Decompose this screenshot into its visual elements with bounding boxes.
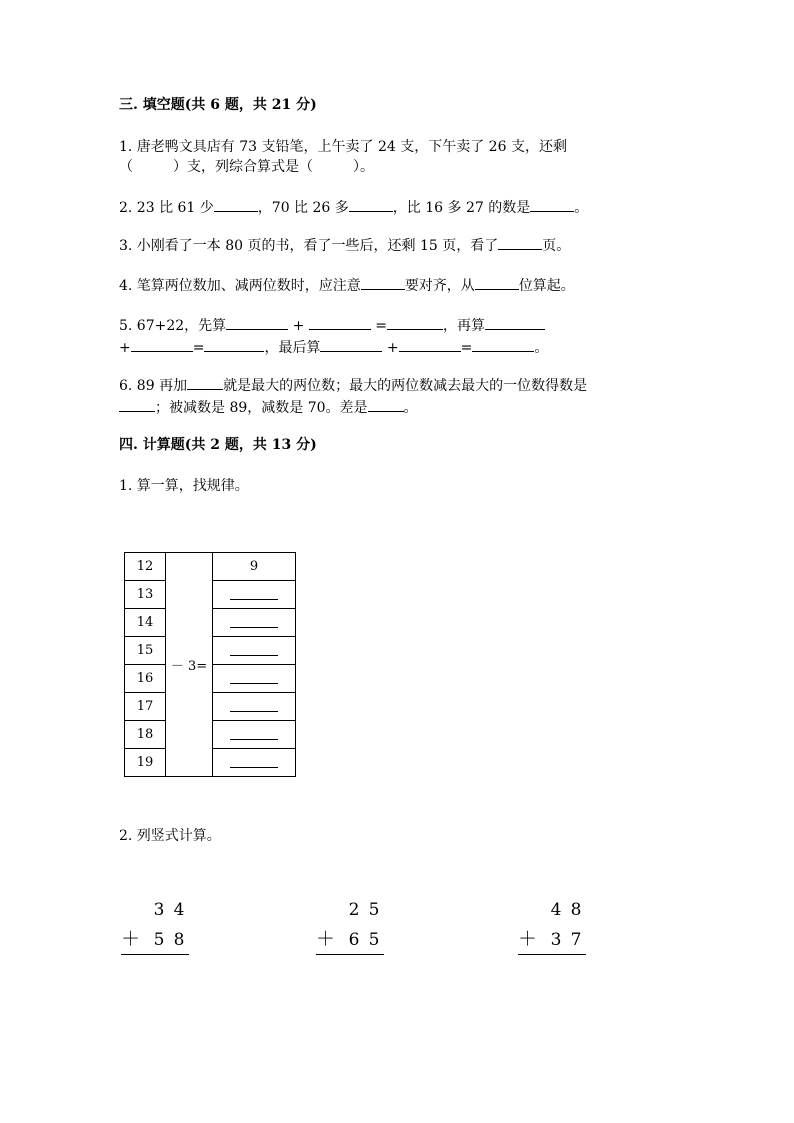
q4-blank-1[interactable] (361, 275, 405, 290)
q5-text-h: + (382, 340, 399, 356)
section4-title: 四. 计算题(共 2 题，共 13 分) (119, 437, 317, 453)
q5-blank-1[interactable] (226, 315, 288, 330)
plus-sign: ＋ (518, 928, 538, 950)
digit: 6 (348, 930, 360, 950)
answer-blank[interactable] (230, 585, 278, 600)
number-cell: 13 (125, 581, 166, 609)
q2-text-c: ，比 16 多 27 的数是 (392, 200, 531, 216)
number-cell: 18 (125, 721, 166, 749)
q5-blank-8[interactable] (399, 337, 461, 352)
q5-blank-9[interactable] (472, 337, 534, 352)
top-number (121, 896, 189, 925)
q5-text-b: + (288, 318, 309, 334)
q6-blank-2[interactable] (119, 397, 155, 412)
q6-line1 (119, 375, 587, 396)
digit: 5 (153, 930, 165, 950)
digit: 3 (550, 930, 562, 950)
q1-text-a: （ (119, 159, 133, 175)
result-cell[interactable] (213, 665, 296, 693)
q2-blank-1[interactable] (214, 197, 258, 212)
q3-line (119, 235, 570, 256)
digit: 3 (153, 900, 165, 920)
q2-line (119, 197, 588, 218)
plus-sign: ＋ (316, 928, 336, 950)
q4-line (119, 275, 575, 296)
q5-text-e: + (119, 340, 131, 356)
q2-blank-2[interactable] (349, 197, 393, 212)
result-cell-given: 9 (213, 553, 296, 581)
q5-text-i: = (460, 340, 473, 356)
digit: 4 (550, 900, 562, 920)
result-cell[interactable] (213, 721, 296, 749)
top-number (518, 896, 586, 925)
number-cell: 16 (125, 665, 166, 693)
result-cell[interactable] (213, 693, 296, 721)
result-cell[interactable] (213, 749, 296, 777)
vertical-problem-3 (518, 896, 586, 955)
vertical-problem-1 (121, 896, 189, 955)
q4-text-c: 位算起。 (518, 278, 575, 294)
answer-blank[interactable] (230, 613, 278, 628)
q5-blank-4[interactable] (485, 315, 545, 330)
s4-q1-label: 1. 算一算，找规律。 (119, 478, 249, 494)
bottom-number (121, 925, 189, 954)
q5-text-a: 5. 67+22，先算 (119, 318, 227, 334)
q3-text-b: 页。 (542, 238, 571, 254)
bottom-number (518, 925, 586, 954)
bottom-number (316, 925, 384, 954)
digit: 5 (368, 900, 380, 920)
q5-text-j: 。 (534, 340, 549, 356)
table-row (125, 553, 296, 581)
q2-text-a: 2. 23 比 61 少 (119, 200, 214, 216)
q6-text-d: 。 (403, 400, 418, 416)
q6-text-a: 6. 89 再加 (119, 378, 188, 394)
q5-blank-5[interactable] (131, 337, 193, 352)
q1-line1: 1. 唐老鸭文具店有 73 支铅笔，上午卖了 24 支，下午卖了 26 支，还剩 (119, 139, 567, 155)
q5-line2 (119, 337, 548, 358)
q6-text-c: ；被减数是 89，减数是 70。差是 (155, 400, 368, 416)
digit: 5 (368, 930, 380, 950)
q5-line1 (119, 315, 545, 336)
q4-text-a: 4. 笔算两位数加、减两位数时，应注意 (119, 278, 361, 294)
number-cell: 17 (125, 693, 166, 721)
q1-text-b: ）支，列综合算式是（ (173, 159, 313, 175)
q4-blank-2[interactable] (475, 275, 519, 290)
number-cell: 15 (125, 637, 166, 665)
q2-text-d: 。 (574, 200, 589, 216)
digit: 2 (348, 900, 360, 920)
q6-blank-3[interactable] (368, 397, 404, 412)
digit: 4 (173, 900, 185, 920)
q4-text-b: 要对齐，从 (404, 278, 475, 294)
digit: 8 (173, 930, 185, 950)
q5-text-c: = (370, 318, 387, 334)
answer-blank[interactable] (230, 753, 278, 768)
plus-sign: ＋ (121, 928, 141, 950)
q6-text-b: 就是最大的两位数；最大的两位数减去最大的一位数得数是 (223, 378, 588, 394)
vertical-problem-2 (316, 896, 384, 955)
q5-blank-2[interactable] (309, 315, 371, 330)
q6-blank-1[interactable] (187, 375, 223, 390)
section3-title: 三. 填空题(共 6 题，共 21 分) (119, 97, 317, 113)
number-cell: 12 (125, 553, 166, 581)
q5-blank-6[interactable] (204, 337, 264, 352)
result-cell[interactable] (213, 609, 296, 637)
top-number (316, 896, 384, 925)
q2-text-b: ，70 比 26 多 (257, 200, 349, 216)
q5-text-d: ，再算 (443, 318, 485, 334)
q1-text-c: ）。 (353, 159, 374, 175)
s4-q2-label: 2. 列竖式计算。 (119, 828, 221, 844)
result-cell[interactable] (213, 581, 296, 609)
answer-blank[interactable] (230, 697, 278, 712)
q2-blank-3[interactable] (530, 197, 574, 212)
answer-blank[interactable] (230, 669, 278, 684)
pattern-table (124, 552, 296, 777)
digit: 8 (570, 900, 582, 920)
q3-blank[interactable] (498, 235, 542, 250)
number-cell: 19 (125, 749, 166, 777)
answer-blank[interactable] (230, 725, 278, 740)
answer-blank[interactable] (230, 641, 278, 656)
q5-blank-3[interactable] (387, 315, 443, 330)
number-cell: 14 (125, 609, 166, 637)
q5-text-g: ，最后算 (264, 340, 321, 356)
q5-blank-7[interactable] (320, 337, 382, 352)
q5-text-f: = (192, 340, 205, 356)
q3-text-a: 3. 小刚看了一本 80 页的书，看了一些后，还剩 15 页，看了 (119, 238, 499, 254)
digit: 7 (570, 930, 582, 950)
q6-line2 (119, 397, 418, 418)
q1-line2 (119, 157, 374, 177)
operator-cell: － 3= (166, 553, 213, 777)
result-cell[interactable] (213, 637, 296, 665)
